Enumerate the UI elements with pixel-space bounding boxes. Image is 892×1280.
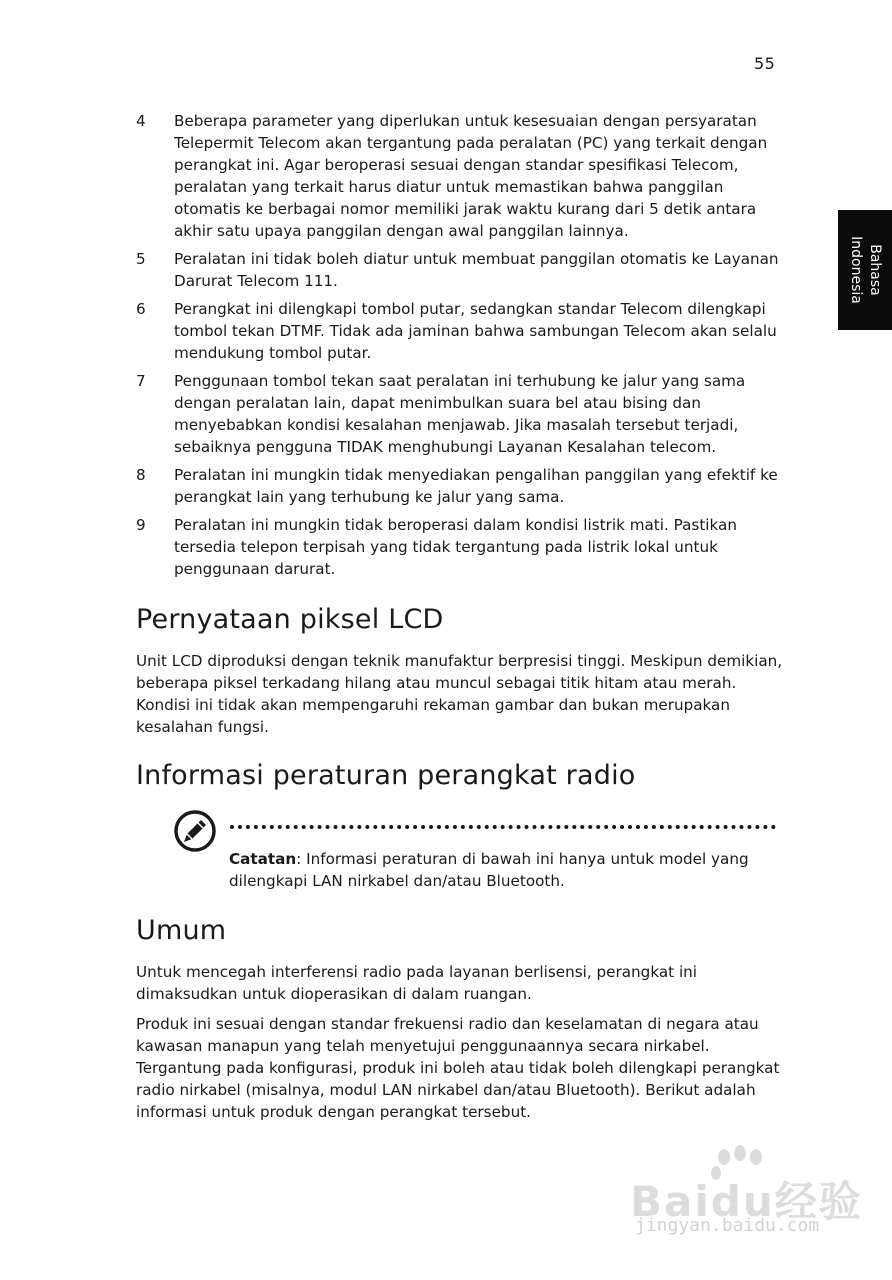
list-item-text: Beberapa parameter yang diperlukan untuk kesesuaian dengan persyaratan Telepermit Telecom akan tergantung pada peralatan (PC) yang terkait dengan perangkat ini. Agar beroperasi sesuai dengan standar spesifikasi Telecom, peralatan yang terkait harus diatur untuk memastikan bahwa panggilan otomatis ke berbagai nomor memiliki jarak waktu kurang dari 5 detik antara akhir satu upaya panggilan dengan awal panggilan lainnya. <box>174 112 768 240</box>
list-item <box>136 110 786 242</box>
radio-section-heading: Informasi peraturan perangkat radio <box>136 760 636 791</box>
note-text <box>229 848 789 892</box>
lcd-section-heading: Pernyataan piksel LCD <box>136 604 444 635</box>
list-item-text: Peralatan ini mungkin tidak beroperasi dalam kondisi listrik mati. Pastikan tersedia telepon terpisah yang tidak tergantung pada listrik lokal untuk penggunaan darurat. <box>174 516 737 578</box>
list-item-text: Peralatan ini mungkin tidak menyediakan pengalihan panggilan yang efektif ke perangkat lain yang terhubung ke jalur yang sama. <box>174 466 778 506</box>
general-paragraph-1: Untuk mencegah interferensi radio pada layanan berlisensi, perangkat ini dimaksudkan untuk dioperasikan di dalam ruangan. <box>136 963 698 1003</box>
general-paragraph-2: Produk ini sesuai dengan standar frekuensi radio dan keselamatan di negara atau kawasan manapun yang telah menyetujui penggunaannya secara nirkabel. Tergantung pada konfigurasi, produk ini boleh atau tidak boleh dilengkapi perangkat radio nirkabel (misalnya, modul LAN nirkabel dan/atau Bluetooth). Berikut adalah informasi untuk produk dengan perangkat tersebut. <box>136 1015 780 1121</box>
lcd-section-body: Unit LCD diproduksi dengan teknik manufaktur berpresisi tinggi. Meskipun demikian, beberapa piksel terkadang hilang atau muncul sebagai titik hitam atau merah. Kondisi ini tidak akan mempengaruhi rekaman gambar dan bukan merupakan kesalahan fungsi. <box>136 652 783 736</box>
list-item-number: 6 <box>136 300 146 318</box>
list-item-text: Peralatan ini tidak boleh diatur untuk membuat panggilan otomatis ke Layanan Darurat Telecom 111. <box>174 250 779 290</box>
list-item-text: Penggunaan tombol tekan saat peralatan ini terhubung ke jalur yang sama dengan peralatan lain, dapat menimbulkan suara bel atau bising dan menyebabkan kondisi kesalahan menjawab. Jika masalah tersebut terjadi, sebaiknya pengguna TIDAK menghubungi Layanan Kesalahan telecom. <box>174 372 746 456</box>
language-side-tab-text <box>838 210 892 330</box>
baidu-watermark <box>630 1145 870 1245</box>
list-item-number: 9 <box>136 516 146 534</box>
watermark-logo-a: Bai <box>630 1177 711 1226</box>
list-item-number: 7 <box>136 372 146 390</box>
list-item-number: 4 <box>136 112 146 130</box>
watermark-logo-c: 经验 <box>774 1177 863 1226</box>
list-item <box>136 298 786 364</box>
list-item <box>136 514 786 580</box>
language-side-tab <box>838 210 892 330</box>
note-body: : Informasi peraturan di bawah ini hanya untuk model yang dilengkapi LAN nirkabel dan/atau Bluetooth. <box>229 850 749 890</box>
watermark-logo-b: du <box>710 1177 775 1226</box>
list-item <box>136 370 786 458</box>
general-section-heading: Umum <box>136 915 227 946</box>
list-item-number: 5 <box>136 250 146 268</box>
note-label: Catatan <box>229 850 297 868</box>
note-pen-icon <box>173 809 217 853</box>
list-item <box>136 464 786 508</box>
side-tab-line2: Indonesia <box>848 236 864 304</box>
watermark-url: jingyan.baidu.com <box>635 1215 820 1236</box>
list-item-number: 8 <box>136 466 146 484</box>
list-item <box>136 248 786 292</box>
page-number: 55 <box>754 54 776 73</box>
note-dotted-rule <box>230 825 776 829</box>
telecom-notes-list <box>136 110 786 586</box>
list-item-text: Perangkat ini dilengkapi tombol putar, sedangkan standar Telecom dilengkapi tombol tekan DTMF. Tidak ada jaminan bahwa sambungan Telecom akan selalu mendukung tombol putar. <box>174 300 777 362</box>
side-tab-line1: Bahasa <box>867 244 883 296</box>
